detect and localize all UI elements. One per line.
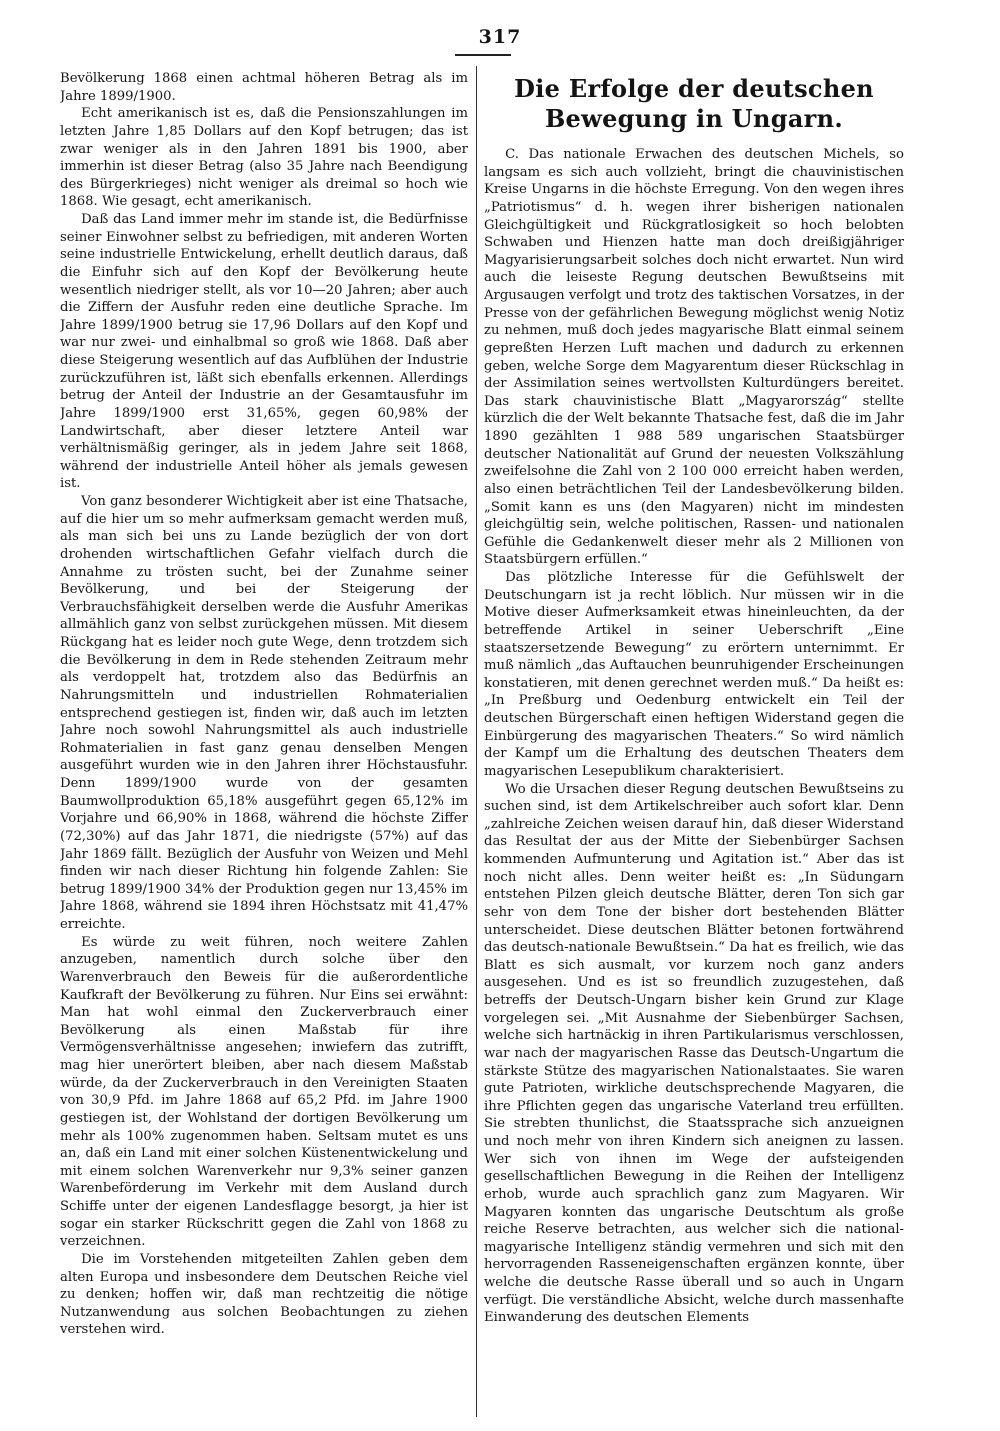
article-title: Die Erfolge der deutschen Bewegung in Ungarn. [514,74,874,133]
column-divider [476,66,477,1417]
right-column [484,70,904,1417]
paragraph: Von ganz besonderer Wichtigkeit aber ist eine Thatsache, auf die hier um so mehr aufmerksam gemacht werden muß, als man sich bei uns zu Lande bezüglich der von dort drohenden wirtschaftlichen Gefahr vielfach durch die Annahme zu trösten sucht, bei der Zunahme seiner Bevölkerung, und bei der Steigerung der Verbrauchsfähigkeit derselben werde die Ausfuhr Amerikas allmählich ganz von selbst zurückgehen müssen. Mit diesem Rückgang hat es leider noch gute Wege, denn trotzdem sich die Bevölkerung in dem in Rede stehenden Zeitraum mehr als verdoppelt hat, trotzdem also das Bedürfnis an Nahrungsmitteln und industriellen Rohmaterialien entsprechend gestiegen ist, finden wir, daß auch im letzten Jahre noch sowohl Nahrungsmittel als auch industrielle Rohmaterialien in fast ganz genau denselben Mengen ausgeführt wurden wie in den Jahren ihrer Höchstausfuhr. Denn 1899/1900 wurde von der gesamten Baumwollproduktion 65,18% ausgeführt gegen 65,12% im Vorjahre und 66,90% in 1868, während die höchste Ziffer (72,30%) auf das Jahr 1871, die niedrigste (57%) auf das Jahr 1869 fällt. Bezüglich der Ausfuhr von Weizen und Mehl finden wir nach dieser Richtung hin folgende Zahlen: Sie betrug 1899/1900 34% der Produktion gegen nur 13,45% im Jahre 1868, während sie 1894 ihren Höchstsatz mit 41,47% erreichte. [60,494,468,932]
paragraph: Wo die Ursachen dieser Regung deutschen Bewußtseins zu suchen sind, ist dem Artikelschreiber auch sofort klar. Denn „zahlreiche Zeichen weisen darauf hin, daß dieser Widerstand das Resultat der aus der Mitte der Siebenbürger Sachsen kommenden Aufmunterung und Agitation ist.“ Aber das ist noch nicht alles. Denn weiter heißt es: „In Südungarn entstehen Pilzen gleich deutsche Blätter, deren Ton sich gar sehr von dem Tone der bisher dort bestehenden Blätter unterscheidet. Diese deutschen Blätter betonen fortwährend das deutsch-nationale Bewußtsein.“ Da hat es freilich, wie das Blatt es sich ausmalt, vor kurzem noch ganz anders ausgesehen. Und es ist so freundlich zuzugestehen, daß betreffs der Deutsch-Ungarn bisher kein Grund zur Klage vorgelegen sei. „Mit Ausnahme der Siebenbürger Sachsen, welche sich hartnäckig in ihren Partikularismus verschlossen, war nach der magyarischen Rasse das Deutsch-Ungartum die stärkste Stütze des magyarischen Nationalstaates. Sie waren gute Patrioten, wirkliche deutschsprechende Magyaren, die ihre Pflichten gegen das ungarische Vaterland treu erfüllten. Sie strebten thunlichst, die Staatssprache sich anzueignen und noch mehr von ihren Kindern sich aneignen zu lassen. Wer sich von ihnen im Wege der aufsteigenden gesellschaftlichen Bewegung in die Reihen der Intelligenz erhob, wurde auch sprachlich ganz zum Magyaren. Wir Magyaren konnten das ungarische Deutschtum als große reiche Reserve betrachten, aus welcher sich die national-magyarische Intelligenz ständig vermehren und sich mit den hervorragenden Rasseneigenschaften ergänzen konnte, über welche die deutsche Rasse überall und so auch in Ungarn verfügt. Die verständliche Absicht, welche durch massenhafte Einwanderung des deutschen Elements [484,781,904,1326]
paragraph: C. Das nationale Erwachen des deutschen Michels, so langsam es sich auch vollzieht, bringt die chauvinistischen Kreise Ungarns in die höchste Erregung. Von den wegen ihres „Patriotismus“ d. h. wegen ihrer bisherigen nationalen Gleichgültigkeit und Rückgratlosigkeit so hoch belobten Schwaben und Hienzen hatte man doch dreißigjähriger Magyarisierungsarbeit solches doch nicht erwartet. Nun wird auch die leiseste Regung deutschen Bewußtseins mit Argusaugen verfolgt und trotz des taktischen Vorsatzes, in der Presse von der gefährlichen Bewegung möglichst wenig Notiz zu nehmen, muß doch jedes magyarische Blatt einmal seinem gepreßten Herzen Luft machen und dadurch zu erkennen geben, welche Sorge dem Magyarentum dieser Rückschlag in der Assimilation seines wertvollsten Kulturdüngers bereitet. Das stark chauvinistische Blatt „Magyarország“ stellte kürzlich die der Welt bekannte Thatsache fest, daß die im Jahr 1890 gezählten 1 988 589 ungarischen Staatsbürger deutscher Nationalität auf Grund der neuesten Volkszählung zweifelsohne die Zahl von 2 100 000 erreicht haben werden, also einen beträchtlichen Teil der Landesbevölkerung bilden. „Somit kann es uns (den Magyaren) nicht im mindesten gleichgültig sein, welche politischen, Rassen- und nationalen Gefühle die Gedankenwelt dieser mehr als 2 Millionen von Staatsbürgern erfüllen.“ [484,147,904,568]
paragraph: Daß das Land immer mehr im stande ist, die Bedürfnisse seiner Einwohner selbst zu befriedigen, mit anderen Worten seine industrielle Entwickelung, erhellt deutlich daraus, daß die Einfuhr sich auf den Kopf der Bevölkerung heute wesentlich niedriger stellt, als vor 10—20 Jahren; aber auch die Ziffern der Ausfuhr reden eine deutliche Sprache. Im Jahre 1899/1900 betrug sie 17,96 Dollars auf den Kopf und war nur zwei- und einhalbmal so groß wie 1868. Daß aber diese Steigerung wesentlich auf das Aufblühen der Industrie zurückzuführen ist, läßt sich ebenfalls erkennen. Allerdings betrug der Anteil der Industrie an der Gesamtausfuhr im Jahre 1899/1900 erst 31,65%, gegen 60,98% der Landwirtschaft, aber dieser letztere Anteil war verhältnismäßig geringer, als in jedem Jahre seit 1868, während der industrielle Anteil höher als jemals gewesen ist. [60,212,468,492]
paragraph: Echt amerikanisch ist es, daß die Pensionszahlungen im letzten Jahre 1,85 Dollars auf den Kopf betrugen; das ist zwar weniger als in den Jahren 1891 bis 1900, aber immerhin ist dieser Betrag (also 35 Jahre nach Beendigung des Bürgerkrieges) nicht weniger als dreimal so hoch wie 1868. Wie gesagt, echt amerikanisch. [60,106,468,210]
paragraph: Es würde zu weit führen, noch weitere Zahlen anzugeben, namentlich durch solche über den Warenverbrauch den Beweis für die außerordentliche Kaufkraft der Bevölkerung zu führen. Nur Eins sei erwähnt: Man hat wohl einmal den Zuckerverbrauch einer Bevölkerung als einen Maßstab für ihre Vermögensverhältnisse angesehen; inwiefern das zutrifft, mag hier unerörtert bleiben, aber nach diesem Maßstab würde, da der Zuckerverbrauch in den Vereinigten Staaten von 30,9 Pfd. im Jahre 1868 auf 65,2 Pfd. im Jahre 1900 gestiegen ist, der Wohlstand der dortigen Bevölkerung um mehr als 100% zugenommen haben. Seltsam mutet es uns an, daß ein Land mit einer solchen Küstenentwickelung und mit einem solchen Warenverkehr nur 9,3% seiner ganzen Warenbeförderung im Verkehr mit dem Ausland durch Schiffe unter der eigenen Landesflagge besorgt, ja hier ist sogar ein starker Rückschritt gegen die Zahl von 1868 zu verzeichnen. [60,934,468,1250]
paragraph: Bevölkerung 1868 einen achtmal höheren Betrag als im Jahre 1899/1900. [60,71,468,104]
paragraph: Die im Vorstehenden mitgeteilten Zahlen geben dem alten Europa und insbesondere dem Deutschen Reiche viel zu denken; hoffen wir, daß man rechtzeitig die nötige Nutzanwendung aus solchen Beobachtungen zu ziehen verstehen wird. [60,1251,468,1338]
page-number-rule [455,54,511,56]
left-column [60,70,468,1417]
paragraph: Das plötzliche Interesse für die Gefühlswelt der Deutschungarn ist ja recht löblich. Nur müssen wir in die Motive dieser Aufmerksamkeit etwas hineinleuchten, da der betreffende Artikel in seiner Ueberschrift „Eine staatszersetzende Bewegung“ zu erörtern unternimmt. Er muß nämlich „das Auftauchen beunruhigender Erscheinungen konstatieren, mit denen gerechnet werden muß.“ Da heißt es: „In Preßburg und Oedenburg entwickelt ein Teil der deutschen Bürgerschaft einen heftigen Widerstand gegen die Einbürgerung des magyarischen Theaters.“ So wird nämlich der Kampf um die Erhaltung des deutschen Theaters dem magyarischen Lesepublikum charakterisiert. [484,570,904,779]
page-number: 317 [478,26,522,48]
